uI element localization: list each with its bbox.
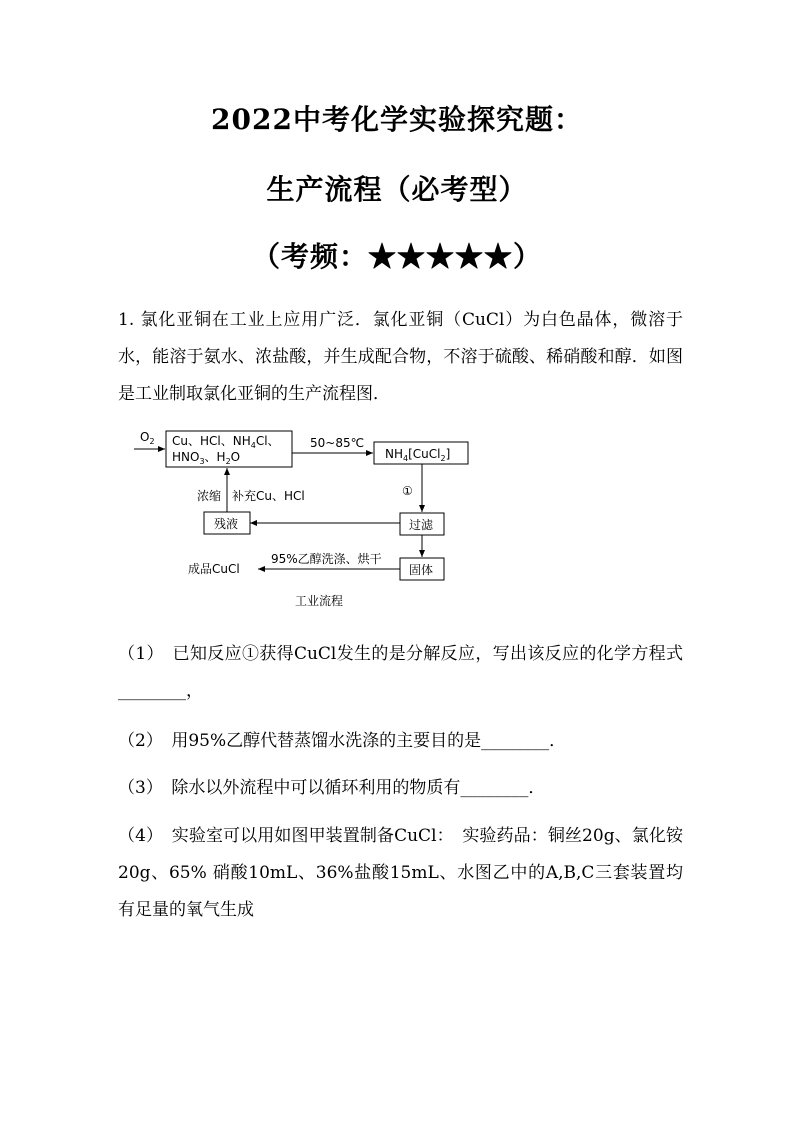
reactants-line-1: Cu、HCl、$NH_4Cl$、 xyxy=(172,434,280,450)
reactants-line-2: $HNO_3$、$H_2O$ xyxy=(172,450,241,466)
diagram-caption: 工业流程 xyxy=(295,594,344,608)
title-line-3: （考频：★★★★★） xyxy=(251,240,542,273)
finished-label: 成品CuCl xyxy=(188,562,240,576)
title-line-1: 2022中考化学实验探究题： xyxy=(211,103,583,136)
subquestion-2: （2） 用95%乙醇代替蒸馏水洗涤的主要目的是________． xyxy=(118,731,567,751)
step-marker: ① xyxy=(402,484,413,498)
title-line-2: 生产流程（必考型） xyxy=(266,173,528,206)
residue-label: 残液 xyxy=(214,517,239,531)
subquestion-1: （1） 已知反应①获得CuCl发生的是分解反应，写出该反应的化学方程式________， xyxy=(118,644,683,701)
o2-label: $O_2$ xyxy=(140,430,155,446)
supplement-label: 补充Cu、HCl xyxy=(232,489,305,503)
temperature-label: 50~85℃ xyxy=(310,436,365,450)
product-label: $NH_4[CuCl_2]$ xyxy=(385,447,451,463)
subquestion-3: （3） 除水以外流程中可以循环利用的物质有________． xyxy=(118,778,546,798)
filter-label: 过滤 xyxy=(409,518,434,532)
concentrate-label: 浓缩 xyxy=(197,489,222,503)
wash-label: 95%乙醇洗涤、烘干 xyxy=(271,552,382,566)
subquestion-4: （4） 实验室可以用如图甲装置制备CuCl： 实验药品：铜丝20g、氯化铵20g、65% 硝酸10mL、36%盐酸15mL、水图乙中的A,B,C三套装置均有足量的氧气生成 xyxy=(118,826,683,920)
question-1-text: 1. 氯化亚铜在工业上应用广泛．氯化亚铜（CuCl）为白色晶体，微溶于水，能溶于氨水、浓盐酸，并生成配合物，不溶于硫酸、稀硝酸和醇．如图是工业制取氯化亚铜的生产流程图． xyxy=(118,310,683,404)
solid-label: 固体 xyxy=(409,563,434,577)
